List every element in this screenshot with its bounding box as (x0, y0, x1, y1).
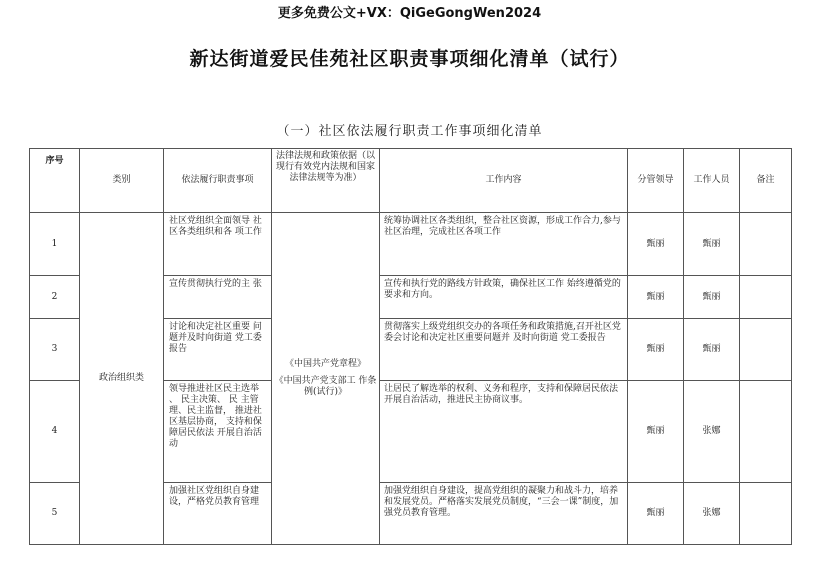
header-seq: 序号 (30, 149, 80, 213)
header-staff: 工作人员 (684, 149, 740, 213)
leader-cell: 甄丽 (628, 483, 684, 545)
row-number: 3 (30, 319, 80, 381)
content-cell: 加强党组织自身建设，提高党组织的凝聚力和战斗力，培养和发展党员。严格落实发展党员制度，“三会一课”制度，加强党员教育管理。 (380, 483, 628, 545)
leader-cell: 甄丽 (628, 213, 684, 276)
content-cell: 贯彻落实上级党组织交办的各项任务和政策措施,召开社区党委会讨论和决定社区重要问题并 及时向街道 党工委报告 (380, 319, 628, 381)
row-number: 5 (30, 483, 80, 545)
staff-cell: 张娜 (684, 483, 740, 545)
content-cell: 统筹协调社区各类组织，整合社区资源，形成工作合力,参与社区治理，完成社区各项工作 (380, 213, 628, 276)
law-basis-cell (272, 213, 380, 545)
category-cell: 政治组织类 (80, 213, 164, 545)
header-category: 类别 (80, 149, 164, 213)
staff-cell: 甄丽 (684, 213, 740, 276)
remark-cell (740, 213, 792, 276)
law-basis-item: 《中国共产党章程》 (284, 359, 366, 369)
content-cell: 让居民了解选举的权利、义务和程序，支持和保障居民依法开展自治活动，推进民主协商议事。 (380, 381, 628, 483)
duty-cell: 加强社区党组织自身建设，严格党员教育管理 (164, 483, 272, 545)
leader-cell: 甄丽 (628, 319, 684, 381)
staff-cell: 甄丽 (684, 276, 740, 319)
header-leader: 分管领导 (628, 149, 684, 213)
duty-cell: 社区党组织全面领导 社区各类组织和各 项工作 (164, 213, 272, 276)
remark-cell (740, 381, 792, 483)
duty-cell: 讨论和决定社区重要 问题并及时向街道 党工委报告 (164, 319, 272, 381)
law-basis-item: 《中国共产党支部工 作条例(试行)》 (274, 376, 377, 397)
leader-cell: 甄丽 (628, 276, 684, 319)
row-number: 1 (30, 213, 80, 276)
table-header-row (30, 149, 792, 213)
remark-cell (740, 319, 792, 381)
header-remark: 备注 (740, 149, 792, 213)
leader-cell: 甄丽 (628, 381, 684, 483)
row-number: 2 (30, 276, 80, 319)
section-subtitle: （一）社区依法履行职责工作事项细化清单 (276, 124, 543, 139)
watermark-text: 更多免费公文+VX：QiGeGongWen2024 (277, 6, 542, 21)
duty-cell: 宣传贯彻执行党的主 张 (164, 276, 272, 319)
duty-cell: 领导推进社区民主选举 、 民主决策、 民 主管理、民主监督， 推进社区基层协商， 支持和保障居民依法 开展自治活动 (164, 381, 272, 483)
table-row (30, 213, 792, 276)
remark-cell (740, 483, 792, 545)
row-number: 4 (30, 381, 80, 483)
header-law: 法律法规和政策依据（以现行有效党内法规和国家法律法规等为准） (272, 149, 380, 213)
header-duty: 依法履行职责事项 (164, 149, 272, 213)
staff-cell: 张娜 (684, 381, 740, 483)
duties-table (29, 148, 792, 545)
content-cell: 宣传和执行党的路线方针政策，确保社区工作 始终遵循党的要求和方向。 (380, 276, 628, 319)
header-content: 工作内容 (380, 149, 628, 213)
staff-cell: 甄丽 (684, 319, 740, 381)
remark-cell (740, 276, 792, 319)
document-title: 新达街道爱民佳苑社区职责事项细化清单（试行） (189, 48, 630, 70)
